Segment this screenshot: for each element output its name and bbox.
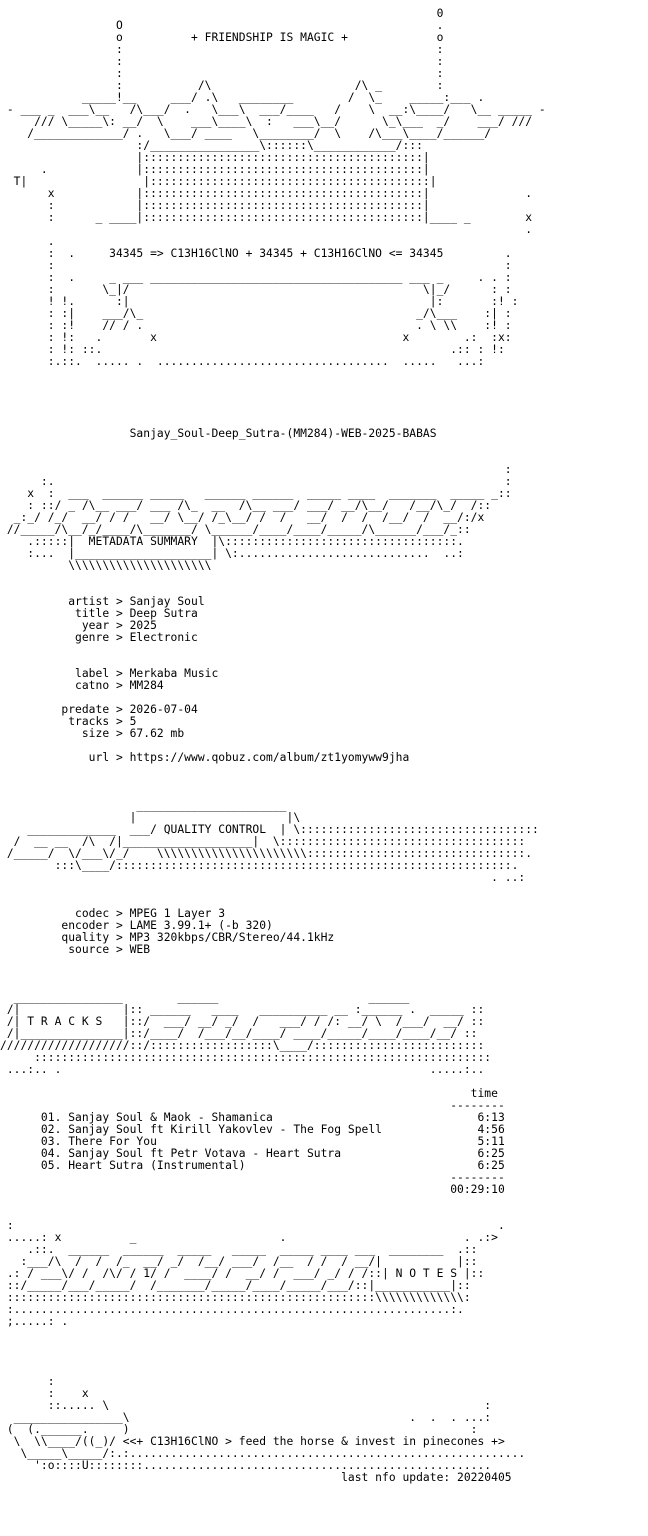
- nfo-line: 00:29:10: [0, 1183, 505, 1196]
- nfo-line: : x: [0, 1387, 89, 1400]
- nfo-line: ________________\ . . . ...:: [0, 1411, 492, 1424]
- nfo-line: :/________________\::::::\____________/:::: [0, 139, 423, 152]
- nfo-line: : :: [0, 55, 444, 68]
- nfo-line: :::::::::::::::::::::::::::::::::::::::::::::::::::::::::::::::::::: [0, 1051, 492, 1064]
- nfo-line: | |\: [0, 811, 301, 824]
- nfo-line: codec > MPEG 1 Layer 3: [0, 907, 226, 920]
- nfo-line: title > Deep Sutra: [0, 607, 198, 620]
- nfo-line: [0, 404, 648, 416]
- nfo-line: [0, 380, 648, 392]
- nfo-line: .: / ___\/ / /\/ / 1/ / ____/ / __/ / ___/ _/ / /::| N O T E S |::: [0, 1267, 485, 1280]
- nfo-line: : /\ /\ _ :: [0, 79, 444, 92]
- nfo-line: x |:::::::::::::::::::::::::::::::::::::::::| .: [0, 187, 533, 200]
- nfo-line: |:::::::::::::::::::::::::::::::::::::::::|: [0, 151, 430, 164]
- nfo-line: encoder > LAME 3.99.1+ (-b 320): [0, 919, 273, 932]
- nfo-line: [0, 392, 648, 404]
- nfo-line: : :: [0, 43, 444, 56]
- nfo-line: ///////////////////::/::::::::::::::::::\____/:::::::::::::::::::::::::: [0, 1039, 485, 1052]
- nfo-line: [0, 884, 648, 896]
- nfo-line: /_____________/ . \___/ ____ \________/ \ /\___\____/______/: [0, 127, 492, 140]
- nfo-line: : !: . x x .: :x:: [0, 331, 512, 344]
- nfo-line: O .: [0, 19, 444, 32]
- nfo-line: [0, 368, 648, 380]
- nfo-line: url > https://www.qobuz.com/album/zt1yomyww9jha: [0, 751, 410, 764]
- nfo-line: --------: [0, 1171, 505, 1184]
- nfo-line: : . 34345 => C13H16ClNO + 34345 + C13H16ClNO <= 34345 .: [0, 247, 512, 260]
- nfo-line: :: [0, 1375, 55, 1388]
- nfo-line: .....: x _ . . .:>: [0, 1231, 498, 1244]
- nfo-line: time: [0, 1087, 498, 1100]
- nfo-line: ::..... \ :: [0, 1399, 492, 1412]
- nfo-line: /| T R A C K S |::/ ___/ __/ _/ / ___/ / /: __/ \ /___/ __/ ::: [0, 1015, 485, 1028]
- nfo-line: last nfo update: 20220405: [0, 1471, 512, 1484]
- nfo-line: .: [0, 223, 533, 236]
- nfo-line: T| |:::::::::::::::::::::::::::::::::::::::::|: [0, 175, 437, 188]
- nfo-line: [0, 572, 648, 584]
- nfo-line: label > Merkaba Music: [0, 667, 219, 680]
- nfo-line: 0: [0, 7, 444, 20]
- nfo-line: : .: [0, 1219, 505, 1232]
- nfo-line: [0, 644, 648, 656]
- nfo-line: ...:.. . .....:..: [0, 1063, 485, 1076]
- nfo-line: 02. Sanjay Soul ft Kirill Yakovlev - The Fog Spell 4:56: [0, 1123, 505, 1136]
- nfo-line: /_____/ \/___\/_/ \\\\\\\\\\\\\\\\\\\\\\::::::::::::::::::::::::::::::::.: [0, 847, 533, 860]
- nfo-line: ________________ ______ ______: [0, 991, 410, 1004]
- nfo-line: ::::::::::::::::::::::::::::::::::::::::::::::::::::::\\\\\\\\\\\\\:: [0, 1291, 471, 1304]
- nfo-line: : |:::::::::::::::::::::::::::::::::::::::::|: [0, 199, 430, 212]
- nfo-line: :.::. ..... . .................................. ..... ...:: [0, 355, 485, 368]
- nfo-line: / __ __ /\ /|___________________| \::::::::::::::::::::::::::::::::::::: [0, 835, 526, 848]
- nfo-line: \ \\____/((_)/ <<+ C13H16ClNO > feed the horse & invest in pinecones +>: [0, 1435, 505, 1448]
- nfo-line: /|_______________|::/____/ /___/__/____/ ____/_____/____/____/__/ ::: [0, 1027, 478, 1040]
- nfo-line: x : ___ ______ _____ ______ ______ _____ ____ _______ _____ _::: [0, 487, 512, 500]
- nfo-line: source > WEB: [0, 943, 151, 956]
- nfo-line: 01. Sanjay Soul & Maok - Shamanica 6:13: [0, 1111, 505, 1124]
- nfo-line: [0, 764, 648, 776]
- nfo-line: genre > Electronic: [0, 631, 198, 644]
- nfo-line: ::/_____/___/_____/ /_______/_____/____/_____/___/::|___________|::: [0, 1279, 471, 1292]
- nfo-line: : :! // / . . \ \\ :! :: [0, 319, 512, 332]
- nfo-line: 03. There For You 5:11: [0, 1135, 505, 1148]
- nfo-line: predate > 2026-07-04: [0, 703, 198, 716]
- nfo-line: o + FRIENDSHIP IS MAGIC + o: [0, 31, 444, 44]
- nfo-line: ( (.______. ) :: [0, 1423, 478, 1436]
- nfo-line: --------: [0, 1099, 505, 1112]
- nfo-line: [0, 1328, 648, 1340]
- nfo-line: _:_/ /_/ __/ / / __/ \__/ /_\__/ / / __/ / / /__/ / __/:/x: [0, 511, 485, 524]
- nfo-line: Sanjay_Soul-Deep_Sutra-(MM284)-WEB-2025-BABAS: [0, 427, 437, 440]
- nfo-line: [0, 1364, 648, 1376]
- nfo-line: artist > Sanjay Soul: [0, 595, 205, 608]
- nfo-line: . |:::::::::::::::::::::::::::::::::::::::::|: [0, 163, 430, 176]
- nfo-line: _____!__ ___/ .\ ________ / \_ _____:___ .: [0, 91, 485, 104]
- nfo-line: ______________________: [0, 799, 287, 812]
- nfo-line: [0, 440, 648, 452]
- nfo-line: :... |____________________| \:............................ ..:: [0, 547, 464, 560]
- nfo-line: : . _ ___ _____________________________________ ___ _ . . :: [0, 271, 512, 284]
- nfo-line: : :: [0, 67, 444, 80]
- nfo-document: [0, 8, 648, 1484]
- nfo-line: : ::/ _ /\__ ___/ ___ /\_ __ /\__ ___/ ___/ __/\__/ /__/\_/ /::: [0, 499, 492, 512]
- nfo-line: [0, 1340, 648, 1352]
- nfo-line: :___/\ / / /_ __/ _/ /__/ ___/ /__ / / / __/| |::: [0, 1255, 478, 1268]
- nfo-line: /// \_____\: __/ \ ___\____\ : ___\__/ \_\___ _/ ___/ ///: [0, 115, 533, 128]
- nfo-line: .::. ______ ______ _____ _____ _____ ____ ___ ________ .::: [0, 1243, 478, 1256]
- nfo-line: catno > MM284: [0, 679, 164, 692]
- nfo-line: 05. Heart Sutra (Instrumental) 6:25: [0, 1159, 505, 1172]
- nfo-line: _____________ ___/ QUALITY CONTROL | \:::::::::::::::::::::::::::::::::::: [0, 823, 539, 836]
- nfo-line: [0, 1352, 648, 1364]
- nfo-line: .: [0, 235, 110, 248]
- nfo-line: ! !. :| |: :! :: [0, 295, 519, 308]
- nfo-line: : \_|/ \|_/ : :: [0, 283, 512, 296]
- nfo-line: [0, 956, 648, 968]
- nfo-line: [0, 1196, 648, 1208]
- nfo-line: year > 2025: [0, 619, 157, 632]
- nfo-line: [0, 776, 648, 788]
- nfo-line: \_____\_____/:.:..........................................................: [0, 1447, 526, 1460]
- nfo-line: /| |:: ______ ____ __________ __ :______ . _____ ::: [0, 1003, 485, 1016]
- nfo-line: 04. Sanjay Soul ft Petr Votava - Heart Sutra 6:25: [0, 1147, 505, 1160]
- nfo-line: [0, 968, 648, 980]
- nfo-line: :. :: [0, 475, 512, 488]
- nfo-line: \\\\\\\\\\\\\\\\\\\\\: [0, 559, 212, 572]
- nfo-line: :: [0, 463, 512, 476]
- nfo-line: .:::::| METADATA SUMMARY |\::::::::::::::::::::::::::::::::::.: [0, 535, 464, 548]
- nfo-line: : _ ____|:::::::::::::::::::::::::::::::::::::::::|____ _ x: [0, 211, 533, 224]
- nfo-line: //_____/\__/_/____/\_______/ \______/____/____/_____/\______/___/_::: [0, 523, 471, 536]
- nfo-line: : !: ::. .:: : !:: [0, 343, 505, 356]
- nfo-line: : :: [0, 259, 512, 272]
- nfo-line: - ___ _ ___\__ /\___/ . \___\ ___/____ / \ __:\____/ \__ _____ -: [0, 103, 546, 116]
- nfo-line: ;.....: .: [0, 1315, 69, 1328]
- nfo-line: :................................................................:.: [0, 1303, 464, 1316]
- nfo-line: ':o::::U::::::::...................................................: [0, 1459, 492, 1472]
- nfo-line: :::\____/::::::::::::::::::::::::::::::::::::::::::::::::::::::::::.: [0, 859, 519, 872]
- nfo-line: size > 67.62 mb: [0, 727, 185, 740]
- nfo-line: : :| ___/\_ _/\___ :| :: [0, 307, 512, 320]
- nfo-line: . ..:: [0, 871, 526, 884]
- nfo-line: tracks > 5: [0, 715, 137, 728]
- nfo-line: quality > MP3 320kbps/CBR/Stereo/44.1kHz: [0, 931, 335, 944]
